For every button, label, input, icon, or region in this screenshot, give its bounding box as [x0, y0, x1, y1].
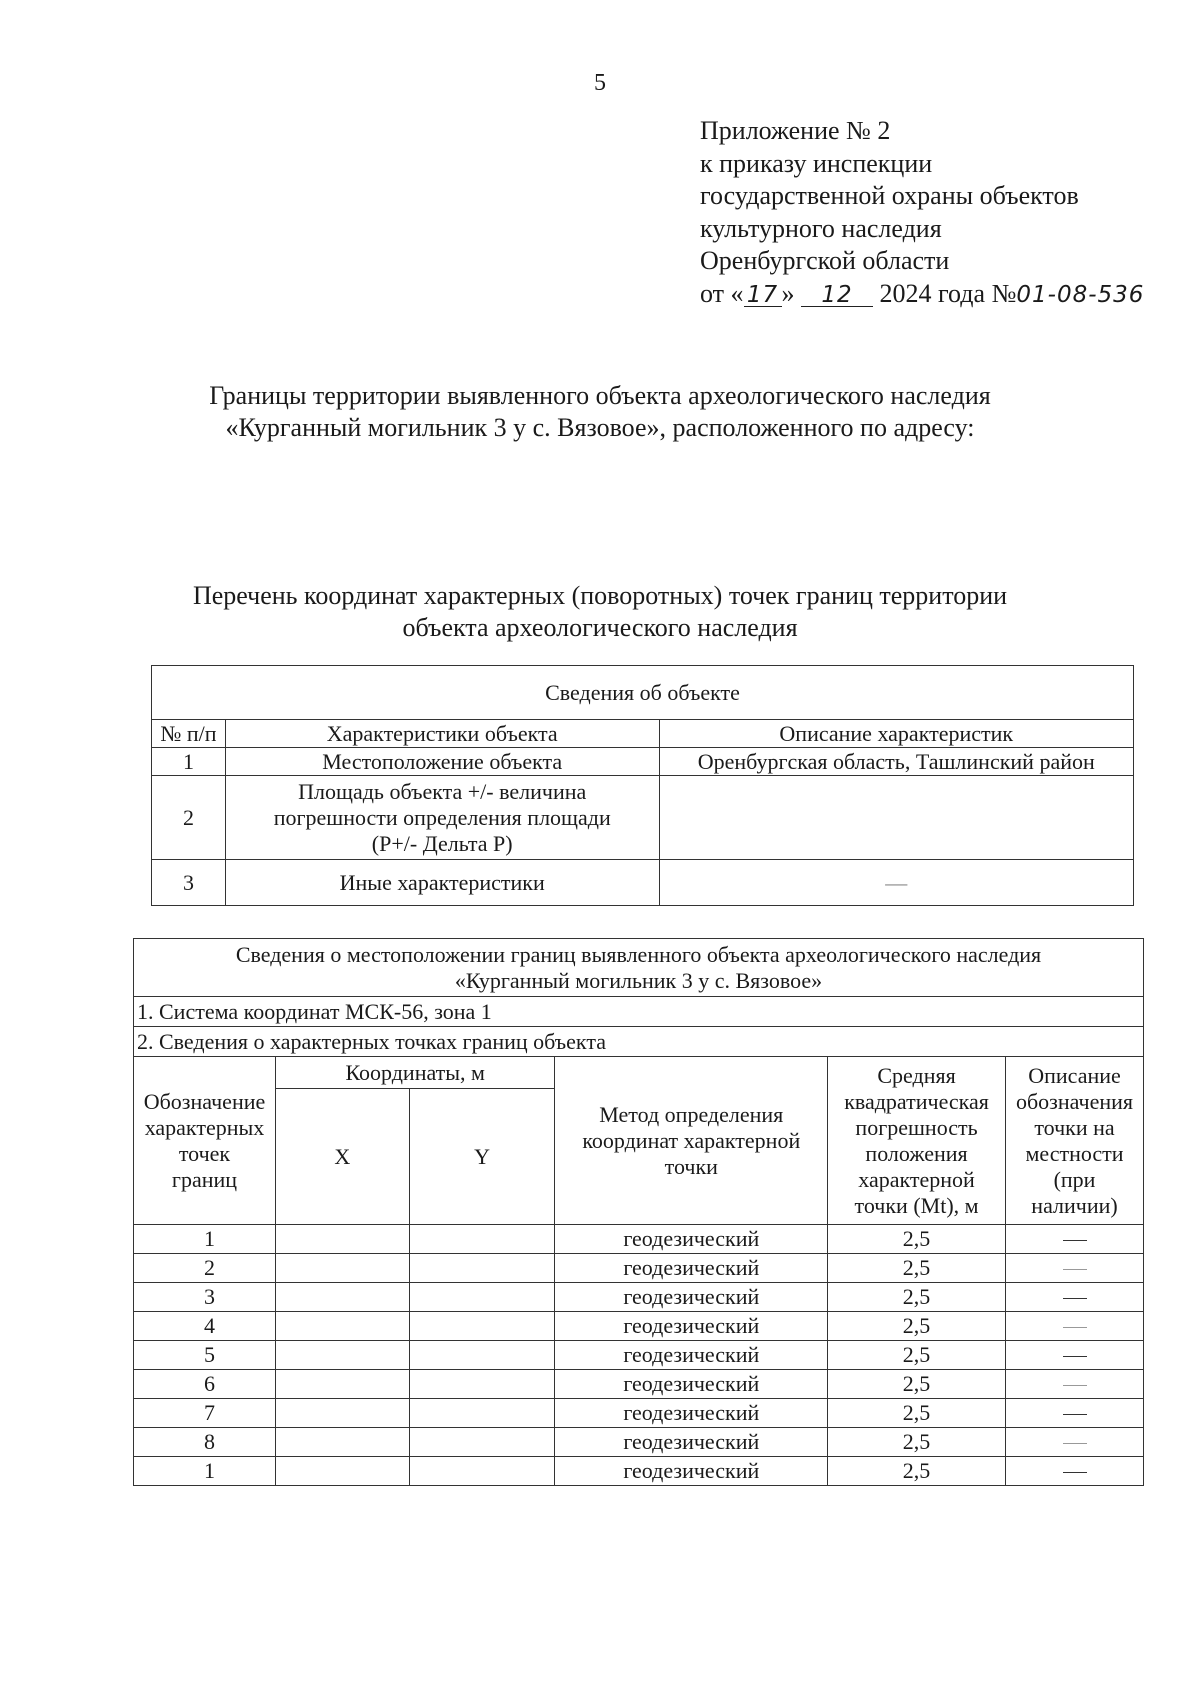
point-description	[1006, 1457, 1144, 1486]
point-designation: 7	[134, 1399, 276, 1428]
coordinate-y	[409, 1370, 555, 1399]
table-row	[134, 1428, 1144, 1457]
coordinates-list-title-line-2: объекта археологического наследия	[402, 613, 798, 642]
point-designation: 1	[134, 1225, 276, 1254]
coordinates-rows	[134, 1225, 1144, 1486]
document-title-line-1: Границы территории выявленного объекта археологического наследия	[209, 381, 991, 410]
determination-method: геодезический	[555, 1341, 828, 1370]
mean-square-error: 2,5	[828, 1457, 1006, 1486]
header-line: Метод определения	[599, 1101, 784, 1127]
header-x: X	[275, 1089, 409, 1225]
appendix-line-2: к приказу инспекции	[700, 148, 933, 178]
empty-dash	[1063, 1269, 1087, 1270]
point-description	[1006, 1428, 1144, 1457]
document-title	[0, 380, 1200, 444]
coordinate-x	[275, 1457, 409, 1486]
header-line: точек	[178, 1140, 231, 1166]
point-designation: 1	[134, 1457, 276, 1486]
table-row	[134, 1341, 1144, 1370]
table-row	[152, 776, 1134, 860]
coordinate-y	[409, 1428, 555, 1457]
coordinate-x	[275, 1428, 409, 1457]
coordinate-y	[409, 1457, 555, 1486]
row-description	[659, 776, 1134, 860]
date-mid: »	[781, 278, 795, 308]
coordinate-y	[409, 1341, 555, 1370]
point-description	[1006, 1283, 1144, 1312]
order-date-line	[700, 278, 1144, 312]
header-coordinates: Координаты, м	[275, 1057, 555, 1089]
point-designation: 4	[134, 1312, 276, 1341]
empty-dash	[1063, 1443, 1087, 1444]
empty-dash	[1063, 1356, 1087, 1357]
table-row	[134, 1370, 1144, 1399]
table-row	[134, 1254, 1144, 1283]
order-day: 17	[744, 284, 782, 307]
determination-method: геодезический	[555, 1457, 828, 1486]
point-description	[1006, 1370, 1144, 1399]
header-line: квадратическая	[844, 1088, 989, 1114]
empty-dash	[1063, 1240, 1087, 1241]
point-designation: 2	[134, 1254, 276, 1283]
coordinate-x	[275, 1225, 409, 1254]
point-description	[1006, 1225, 1144, 1254]
coordinate-x	[275, 1254, 409, 1283]
header-line: координат характерной	[582, 1127, 801, 1153]
determination-method: геодезический	[555, 1225, 828, 1254]
table-row	[152, 748, 1134, 776]
coords-caption-line-1: Сведения о местоположении границ выявленного объекта археологического наследия	[235, 941, 1042, 967]
header-line: Обозначение	[143, 1088, 266, 1114]
coordinate-x	[275, 1370, 409, 1399]
mean-square-error: 2,5	[828, 1225, 1006, 1254]
row-number: 1	[152, 748, 226, 776]
row-number: 2	[152, 776, 226, 860]
header-line: Средняя	[877, 1062, 956, 1088]
mean-square-error: 2,5	[828, 1341, 1006, 1370]
header-number: № п/п	[152, 720, 226, 748]
table-row	[134, 1225, 1144, 1254]
header-designation	[134, 1057, 276, 1225]
point-description	[1006, 1254, 1144, 1283]
header-line: наличии)	[1031, 1192, 1118, 1218]
header-y: Y	[409, 1089, 555, 1225]
row-description: Оренбургская область, Ташлинский район	[659, 748, 1134, 776]
determination-method: геодезический	[555, 1370, 828, 1399]
table-row	[134, 1399, 1144, 1428]
header-method	[555, 1057, 828, 1225]
row-characteristic-line: погрешности определения площади	[273, 804, 611, 830]
appendix-line-1: Приложение № 2	[700, 116, 891, 145]
row-characteristic	[225, 776, 659, 860]
coordinates-list-title	[0, 580, 1200, 644]
coordinate-system: 1. Система координат МСК-56, зона 1	[134, 997, 1144, 1027]
mean-square-error: 2,5	[828, 1399, 1006, 1428]
coordinates-table	[133, 938, 1144, 1486]
object-table-caption: Сведения об объекте	[152, 666, 1134, 720]
empty-dash	[1063, 1298, 1087, 1299]
coordinate-y	[409, 1399, 555, 1428]
header-line: местности	[1025, 1140, 1124, 1166]
table-row	[134, 1457, 1144, 1486]
coordinate-y	[409, 1225, 555, 1254]
mean-square-error: 2,5	[828, 1312, 1006, 1341]
header-line: обозначения	[1015, 1088, 1134, 1114]
header-line: границ	[171, 1166, 238, 1192]
point-description	[1006, 1341, 1144, 1370]
empty-dash	[1063, 1327, 1087, 1328]
page-number: 5	[594, 70, 606, 96]
points-section-title: 2. Сведения о характерных точках границ объекта	[134, 1027, 1144, 1057]
order-month: 12	[801, 284, 873, 307]
empty-dash	[1063, 1472, 1087, 1473]
row-characteristic: Местоположение объекта	[225, 748, 659, 776]
document-title-line-2: «Курганный могильник 3 у с. Вязовое», расположенного по адресу:	[225, 413, 975, 442]
coordinate-x	[275, 1399, 409, 1428]
header-line: положения	[865, 1140, 968, 1166]
mean-square-error: 2,5	[828, 1428, 1006, 1457]
header-line: (при	[1053, 1166, 1096, 1192]
date-prefix: от «	[700, 278, 744, 308]
appendix-line-3: государственной охраны объектов	[700, 181, 1079, 210]
row-characteristic-line: Площадь объекта +/- величина	[298, 778, 587, 804]
table-row	[152, 860, 1134, 906]
coords-table-caption	[134, 939, 1144, 997]
mean-square-error: 2,5	[828, 1370, 1006, 1399]
point-designation: 6	[134, 1370, 276, 1399]
order-year-label: 2024 года №	[879, 278, 1017, 308]
header-line: характерной	[858, 1166, 975, 1192]
coordinate-x	[275, 1312, 409, 1341]
empty-dash	[1063, 1414, 1087, 1415]
object-info-table	[151, 665, 1134, 906]
coordinate-y	[409, 1254, 555, 1283]
point-description	[1006, 1312, 1144, 1341]
coordinates-list-title-line-1: Перечень координат характерных (поворотных) точек границ территории	[192, 581, 1008, 610]
coordinate-x	[275, 1341, 409, 1370]
row-characteristic: Иные характеристики	[225, 860, 659, 906]
empty-dash	[1063, 1385, 1087, 1386]
row-characteristic-line: (P+/- Дельта P)	[371, 830, 513, 856]
table-row	[134, 1283, 1144, 1312]
appendix-line-4: культурного наследия	[700, 213, 942, 243]
order-number: 01-08-536	[1016, 281, 1145, 308]
mean-square-error: 2,5	[828, 1283, 1006, 1312]
mean-square-error: 2,5	[828, 1254, 1006, 1283]
header-characteristic: Характеристики объекта	[225, 720, 659, 748]
coordinate-y	[409, 1312, 555, 1341]
coordinate-x	[275, 1283, 409, 1312]
appendix-header	[700, 115, 1144, 311]
table-row	[134, 1312, 1144, 1341]
empty-dash: —	[885, 869, 908, 895]
point-designation: 3	[134, 1283, 276, 1312]
header-line: погрешность	[855, 1114, 978, 1140]
header-description: Описание характеристик	[659, 720, 1134, 748]
header-line: точки на	[1034, 1114, 1115, 1140]
point-designation: 5	[134, 1341, 276, 1370]
header-point-description	[1006, 1057, 1144, 1225]
determination-method: геодезический	[555, 1254, 828, 1283]
coordinate-y	[409, 1283, 555, 1312]
header-mean-error	[828, 1057, 1006, 1225]
determination-method: геодезический	[555, 1312, 828, 1341]
row-number: 3	[152, 860, 226, 906]
header-line: характерных	[144, 1114, 265, 1140]
determination-method: геодезический	[555, 1283, 828, 1312]
determination-method: геодезический	[555, 1428, 828, 1457]
header-line: точки	[664, 1153, 718, 1179]
appendix-line-5: Оренбургской области	[700, 246, 950, 275]
determination-method: геодезический	[555, 1399, 828, 1428]
row-description	[659, 860, 1134, 906]
header-line: точки (Mt), м	[854, 1192, 979, 1218]
coords-caption-line-2: «Курганный могильник 3 у с. Вязовое»	[454, 967, 823, 993]
header-line: Описание	[1028, 1062, 1121, 1088]
point-description	[1006, 1399, 1144, 1428]
point-designation: 8	[134, 1428, 276, 1457]
